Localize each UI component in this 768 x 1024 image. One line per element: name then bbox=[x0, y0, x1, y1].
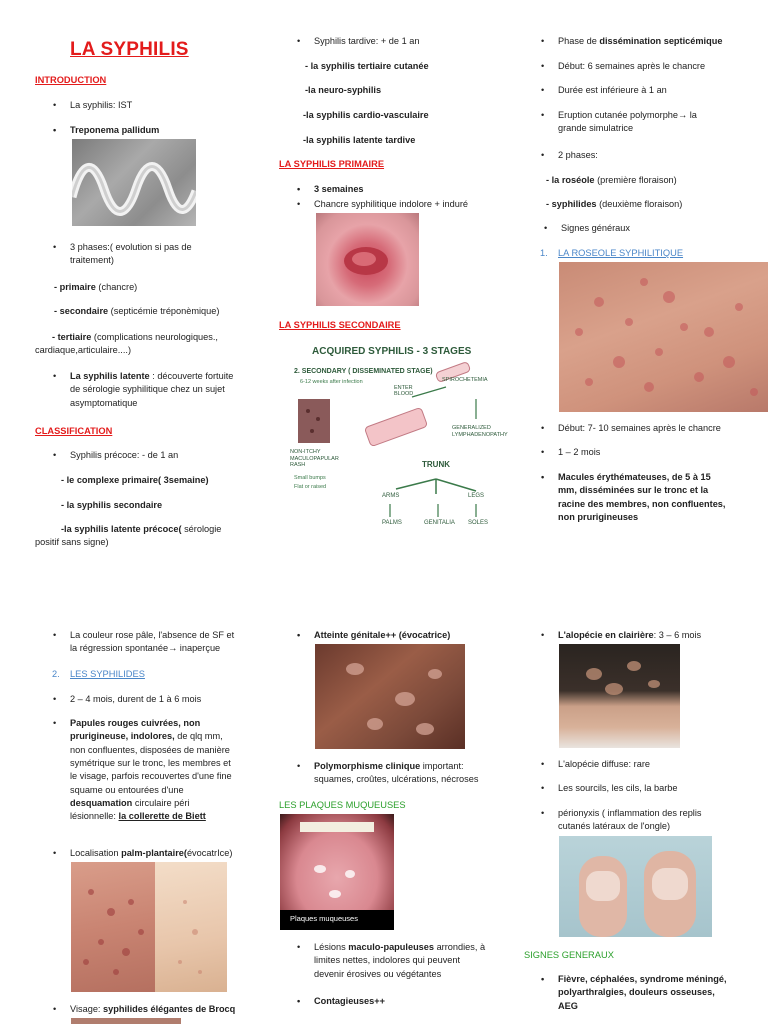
phase-item: • Durée est inférieure à 1 an bbox=[558, 84, 667, 97]
classification-sub: - le complexe primaire( 3semaine) bbox=[61, 475, 209, 485]
phases-item: • 3 phases:( evolution si pas de traitement) bbox=[70, 241, 192, 268]
roseole-item: • Début: 7- 10 semaines après le chancre bbox=[558, 422, 721, 435]
alopecia-image bbox=[559, 644, 680, 748]
face-image bbox=[71, 1018, 181, 1024]
diagram-label: ARMS bbox=[382, 493, 400, 499]
phase-primaire: - primaire (chancre) bbox=[54, 282, 138, 292]
diagram-label: GENITALIA bbox=[424, 520, 455, 526]
plaques-caption: Plaques muqueuses bbox=[290, 914, 358, 923]
primaire-item: • Chancre syphilitique indolore + induré bbox=[314, 198, 468, 211]
plaques-item: • Lésions maculo-papuleuses arrondies, à limites nettes, indolores qui peuvent devenir érosives ou végétantes bbox=[314, 941, 485, 981]
plaques-heading: LES PLAQUES MUQUEUSES bbox=[279, 800, 406, 810]
diagram-label: SPIROCHETEMIA bbox=[442, 377, 488, 383]
phase-item: • Début: 6 semaines après le chancre bbox=[558, 60, 705, 73]
tardive-sub: -la syphilis latente tardive bbox=[303, 135, 416, 145]
primaire-heading: LA SYPHILIS PRIMAIRE bbox=[279, 159, 385, 169]
diagram-label: Flat or raised bbox=[294, 484, 327, 490]
classification-heading: CLASSIFICATION bbox=[35, 426, 113, 436]
secondaire-item: • Polymorphisme clinique important: squames, croûtes, ulcérations, nécroses bbox=[314, 760, 478, 787]
classification-sub: -la syphilis latente précoce( sérologie positif sans signe) bbox=[35, 524, 222, 548]
perionyxis-image bbox=[559, 836, 712, 937]
syphilides-item: • Localisation palm-plantaire(évocatrIce) bbox=[70, 847, 232, 860]
syphilides-item: • Papules rouges cuivrées, non prurigineuse, indolores, de qlq mm, non confluentes, disposées de manière symétrique sur le tronc, les membres et le visage, parfois recouvertes d'une fine squame ou entourées d'une desquamation circulaire péri lésionnelle: la collerette de Biett bbox=[70, 717, 232, 824]
phase-item: • Phase de dissémination septicémique bbox=[558, 35, 722, 48]
secondary-stage-diagram bbox=[286, 339, 516, 531]
syphilides-item: • 2 – 4 mois, durent de 1 à 6 mois bbox=[70, 693, 201, 706]
chancre-image bbox=[316, 213, 419, 306]
secondaire-heading: LA SYPHILIS SECONDAIRE bbox=[279, 320, 401, 330]
classification-item: • Syphilis précoce: - de 1 an bbox=[70, 449, 178, 462]
phase-item: • 2 phases: bbox=[558, 149, 598, 162]
phase-tertiaire: - tertiaire (complications neurologiques., cardiaque,articulaire....) bbox=[35, 332, 218, 356]
roseole-heading: LA ROSEOLE SYPHILITIQUE bbox=[558, 248, 684, 258]
roseole-item: • Macules érythémateuses, de 5 à 15 mm, disséminées sur le tronc et la racine des membres, non confluentes, non prurigineuses bbox=[558, 471, 725, 524]
tardive-sub: - la syphilis tertiaire cutanée bbox=[305, 61, 429, 71]
diagram-label: ENTER BLOOD bbox=[394, 385, 414, 398]
phase-item: • Signes généraux bbox=[561, 222, 630, 235]
signes-item: • Fièvre, céphalées, syndrome méningé, polyarthralgies, douleurs osseuses, AEG bbox=[558, 973, 727, 1013]
diagram-label: NON-ITCHY MACULOPAPULAR RASH bbox=[290, 449, 339, 469]
plaques-item: • Contagieuses++ bbox=[314, 995, 385, 1008]
treponema-image bbox=[72, 139, 196, 226]
palm-image bbox=[71, 862, 155, 992]
section-number: 2. bbox=[52, 669, 60, 679]
phanere-item: • L'alopécie diffuse: rare bbox=[558, 758, 650, 771]
phanere-item: • périonyxis ( inflammation des replis cutanés latéraux de l'ongle) bbox=[558, 807, 701, 834]
phase-sub: - syphilides (deuxième floraison) bbox=[546, 199, 683, 209]
phase-item: • Eruption cutanée polymorphe→ la grande simulatrice bbox=[558, 109, 697, 136]
intro-item: • La syphilis: IST bbox=[70, 99, 132, 112]
tardive-sub: -la syphilis cardio-vasculaire bbox=[303, 110, 429, 120]
section-number: 1. bbox=[540, 248, 548, 258]
diagram-label: 6-12 weeks after infection bbox=[300, 379, 363, 385]
intro-heading: INTRODUCTION bbox=[35, 75, 107, 85]
phanere-item: • L'alopécie en clairière: 3 – 6 mois bbox=[558, 629, 701, 642]
diagram-label: LEGS bbox=[468, 493, 485, 499]
plaques-image bbox=[280, 814, 394, 930]
phase-secondaire: - secondaire (septicémie tréponèmique) bbox=[54, 306, 220, 316]
syphilides-item: • Visage: syphilides élégantes de Brocq bbox=[70, 1003, 235, 1016]
diagram-label: Small bumps bbox=[294, 475, 326, 481]
diagram-label: PALMS bbox=[382, 520, 402, 526]
primaire-item: • 3 semaines bbox=[314, 183, 364, 196]
syphilides-item: • La couleur rose pâle, l'absence de SF et la régression spontanée→ inaperçue bbox=[70, 629, 234, 656]
diagram-subtitle: 2. SECONDARY ( DISSEMINATED STAGE) bbox=[294, 368, 433, 375]
classification-sub: - la syphilis secondaire bbox=[61, 500, 163, 510]
phanere-item: • Les sourcils, les cils, la barbe bbox=[558, 782, 678, 795]
tardive-sub: -la neuro-syphilis bbox=[305, 85, 382, 95]
diagram-label: TRUNK bbox=[422, 460, 450, 469]
signes-heading: SIGNES GENERAUX bbox=[524, 950, 614, 960]
intro-item: • Treponema pallidum bbox=[70, 124, 159, 137]
roseole-item: • 1 – 2 mois bbox=[558, 446, 600, 459]
diagram-title: ACQUIRED SYPHILIS - 3 STAGES bbox=[312, 346, 472, 357]
tardive-item: • Syphilis tardive: + de 1 an bbox=[314, 35, 419, 48]
diagram-label: GENERALIZED LYMPHADENOPATHY bbox=[452, 425, 508, 438]
secondaire-item: • Atteinte génitale++ (évocatrice) bbox=[314, 629, 450, 642]
roseole-image bbox=[559, 262, 768, 412]
diagram-label: SOLES bbox=[468, 520, 489, 526]
page-title: LA SYPHILIS bbox=[70, 39, 189, 60]
syphilides-heading: LES SYPHILIDES bbox=[70, 669, 145, 679]
sole-image bbox=[155, 862, 227, 992]
latente-item: • La syphilis latente : découverte fortuite de sérologie syphilitique chez un sujet asymptomatique bbox=[70, 370, 233, 410]
phase-sub: - la roséole (première floraison) bbox=[546, 175, 677, 185]
genital-lesion-image bbox=[315, 644, 465, 749]
